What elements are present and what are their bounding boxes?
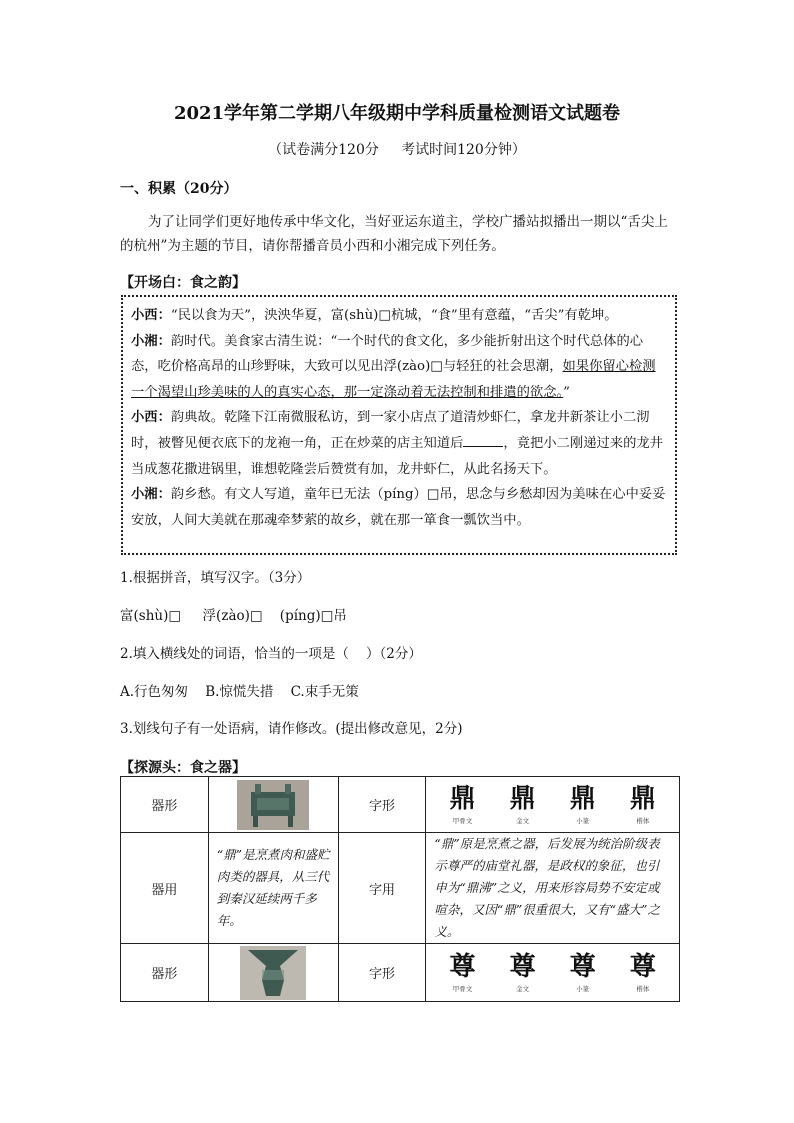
glyph-script-label: 甲骨文	[452, 817, 473, 825]
glyph-char: 鼎	[569, 784, 596, 814]
row-label: 字形	[338, 777, 426, 833]
row-label: 器形	[121, 777, 209, 833]
question-2-options: A.行色匆匆 B.惊慌失措 C.束手无策	[120, 684, 359, 700]
dialog-text: 韵时代。美食家古清生说：“一个时代的食文化，多少能折射出这个时代总体的心态，吃价格高昂的山珍野味，大致可以见出浮(zào)□与轻狂的社会思潮，	[131, 333, 644, 375]
dialog-text: ，竟把小二刚递过来的龙井当成葱花撒进锅里，谁想乾隆尝后赞赏有加，龙井虾仁，从此名扬天下。	[131, 435, 663, 477]
zun-glyphs	[426, 944, 680, 1002]
glyph-row	[426, 952, 679, 993]
glyph-item	[570, 784, 596, 825]
glyph-char: 鼎	[629, 784, 656, 814]
glyph-char: 尊	[509, 952, 536, 982]
ding-usage: “鼎”原是烹煮之器，后发展为统治阶级表示尊严的庙堂礼器，是政权的象征，也引申为“鼎沸”之义，用来形容局势不安定或喧杂，又因“鼎”很重很大，又有“盛大”之义。	[426, 833, 680, 944]
dialog-text: 韵典故。乾隆下江南微服私访，到一家小店点了道清炒虾仁，拿龙井新茶让小二沏时，被瞥见便衣底下的龙袍一角，正在炒菜的店主知道后	[131, 410, 650, 451]
zun-vessel-image	[240, 946, 306, 1000]
table-row	[121, 944, 680, 1002]
glyph-char: 尊	[449, 952, 476, 982]
glyph-item	[630, 952, 656, 993]
ding-glyphs	[426, 777, 680, 833]
glyph-item	[570, 952, 596, 993]
dialog-line-1	[131, 303, 667, 329]
dialog-box	[121, 295, 677, 555]
dialog-text: “民以食为天”，泱泱华夏，富(shù)□杭城，“食”里有意蕴，“舌尖”有乾坤。	[170, 308, 618, 323]
section-heading: 一、积累（20分）	[120, 181, 238, 197]
glyph-script-label: 甲骨文	[452, 985, 473, 993]
glyph-script-label: 楷体	[636, 985, 650, 993]
ding-vessel-image	[237, 780, 309, 830]
intro-paragraph: 为了让同学们更好地传承中华文化，当好亚运东道主，学校广播站拟播出一期以“舌尖上的杭州”为主题的节目，请你帮播音员小西和小湘完成下列任务。	[120, 214, 668, 254]
dialog-line-4	[131, 482, 667, 533]
glyph-script-label: 金文	[516, 985, 530, 993]
glyph-item	[449, 784, 475, 825]
glyph-char: 尊	[629, 952, 656, 982]
fill-blank	[463, 432, 503, 447]
glyph-item	[510, 952, 536, 993]
glyph-script-label: 楷体	[636, 817, 650, 825]
vessel-table	[120, 776, 680, 1002]
glyph-char: 鼎	[509, 784, 536, 814]
speaker: 小湘：	[131, 487, 171, 503]
exam-subtitle: （试卷满分120分 考试时间120分钟）	[268, 142, 526, 158]
glyph-char: 鼎	[449, 784, 476, 814]
ding-photo	[208, 777, 338, 833]
glyph-item	[510, 784, 536, 825]
table-row	[121, 833, 680, 944]
glyph-item	[630, 784, 656, 825]
quote-end: ”	[563, 384, 570, 400]
row-label: 器用	[121, 833, 209, 944]
row-label: 器形	[121, 944, 209, 1002]
glyph-item	[449, 952, 475, 993]
question-3: 3.划线句子有一处语病，请作修改。(提出修改意见，2分)	[120, 721, 463, 737]
part1-heading: 【开场白：食之韵】	[120, 275, 246, 291]
question-2: 2.填入横线处的词语，恰当的一项是（ ）（2分）	[120, 646, 422, 662]
question-1: 1.根据拼音，填写汉字。（3分）	[120, 570, 311, 586]
ding-description: “鼎”是烹煮肉和盛贮肉类的器具，从三代到秦汉延续两千多年。	[208, 833, 338, 944]
speaker: 小西：	[131, 308, 171, 323]
zun-photo	[208, 944, 338, 1002]
underlined-sentence: 如果你留心检测一个渴望山珍美味的人的真实心态，那一定涤动着无法控制和排遣的欲念。	[131, 359, 656, 400]
dialog-line-3	[131, 405, 667, 482]
glyph-script-label: 小篆	[576, 985, 590, 993]
glyph-script-label: 金文	[516, 817, 530, 825]
glyph-row	[426, 784, 679, 825]
question-1-items: 富(shù)□ 浮(zào)□ (píng)□吊	[120, 608, 347, 624]
glyph-char: 尊	[569, 952, 596, 982]
table-row	[121, 777, 680, 833]
dialog-line-2	[131, 329, 667, 406]
part2-heading: 【探源头：食之器】	[120, 760, 246, 776]
speaker: 小湘：	[131, 333, 171, 349]
speaker: 小西：	[131, 410, 171, 426]
row-label: 字形	[338, 944, 426, 1002]
dialog-text: 韵乡愁。有文人写道，童年已无法（píng）□吊，思念与乡愁却因为美味在心中妥妥安放，人间大美就在那魂牵梦萦的故乡，就在那一箪食一瓢饮当中。	[131, 487, 666, 528]
glyph-script-label: 小篆	[576, 817, 590, 825]
exam-title: 2021学年第二学期八年级期中学科质量检测语文试题卷	[173, 103, 621, 124]
row-label: 字用	[338, 833, 426, 944]
